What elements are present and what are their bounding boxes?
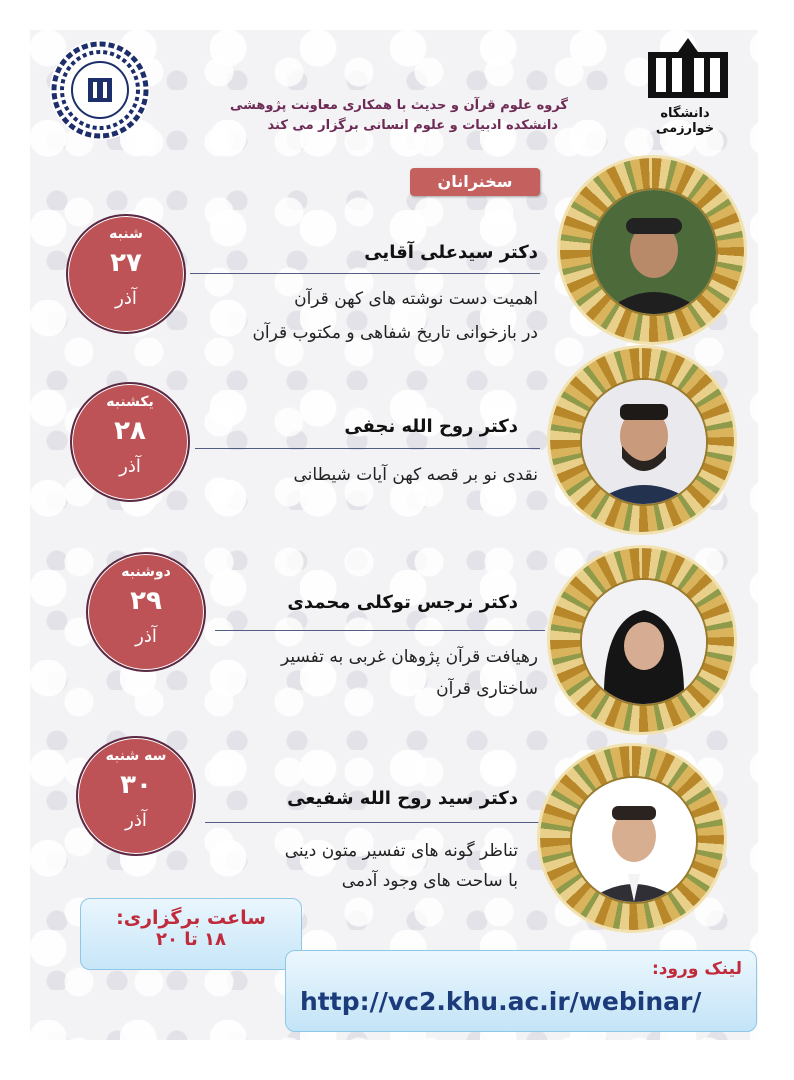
divider [215, 630, 545, 631]
speaker-photo-icon [580, 578, 708, 706]
speaker-topic-3-line-2: ساختاری قرآن [436, 679, 538, 699]
webinar-link[interactable]: http://vc2.khu.ac.ir/webinar/ [300, 987, 702, 1016]
speaker-topic-1-line-2: در بازخوانی تاریخ شفاهی و مکتوب قرآن [252, 323, 538, 343]
speaker-topic-4-line-1: تناظر گونه های تفسیر متون دینی [284, 841, 518, 861]
speaker-photo-frame-1 [560, 158, 744, 342]
link-label: لینک ورود: [651, 959, 742, 979]
date-day: یکشنبه [106, 394, 154, 410]
university-logo-text: دانشگاه خوارزمی [655, 106, 715, 136]
date-number: ۲۸ [114, 416, 146, 446]
time-label: ساعت برگزاری: [116, 907, 266, 929]
date-month: آذر [115, 288, 137, 309]
date-number: ۲۷ [110, 248, 142, 278]
date-day: شنبه [109, 226, 143, 242]
divider [190, 273, 540, 274]
date-number: ۲۹ [130, 586, 162, 616]
speaker-photo-frame-2 [550, 348, 734, 532]
date-number: ۳۰ [120, 770, 152, 800]
speakers-title: سخنرانان [410, 168, 540, 196]
date-month: آذر [125, 810, 147, 831]
header-line-1: گروه علوم قرآن و حدیث با همکاری معاونت پژوهشی [230, 98, 568, 113]
speaker-photo-icon [570, 776, 698, 904]
header-line-2: دانشکده ادبیات و علوم انسانی برگزار می کند [267, 118, 558, 133]
divider [195, 448, 540, 449]
speaker-name-2: دکتر روح الله نجفی [344, 416, 518, 437]
speaker-photo-frame-3 [550, 548, 734, 732]
date-day: سه شنبه [105, 748, 167, 764]
speaker-photo-frame-4 [540, 746, 724, 930]
time-value: ۱۸ تا ۲۰ [155, 929, 227, 950]
speaker-name-3: دکتر نرجس توکلی محمدی [287, 592, 518, 613]
date-day: دوشنبه [121, 564, 171, 580]
speaker-name-4: دکتر سید روح الله شفیعی [287, 788, 518, 809]
date-badge-1 [66, 214, 186, 334]
speaker-topic-3-line-1: رهیافت قرآن پژوهان غربی به تفسیر [280, 647, 538, 667]
divider [205, 822, 540, 823]
speaker-photo-icon [590, 188, 718, 316]
date-month: آذر [119, 456, 141, 477]
speaker-topic-4-line-2: با ساحت های وجود آدمی [341, 871, 518, 891]
webinar-poster [30, 30, 758, 1040]
speaker-topic-2: نقدی نو بر قصه کهن آیات شیطانی [293, 465, 538, 485]
speaker-topic-1-line-1: اهمیت دست نوشته های کهن قرآن [294, 289, 538, 309]
date-month: آذر [135, 626, 157, 647]
faculty-seal-icon [48, 38, 152, 142]
link-box [285, 950, 757, 1032]
speaker-photo-icon [580, 378, 708, 506]
speaker-name-1: دکتر سیدعلی آقایی [364, 242, 538, 263]
time-box [80, 898, 302, 970]
